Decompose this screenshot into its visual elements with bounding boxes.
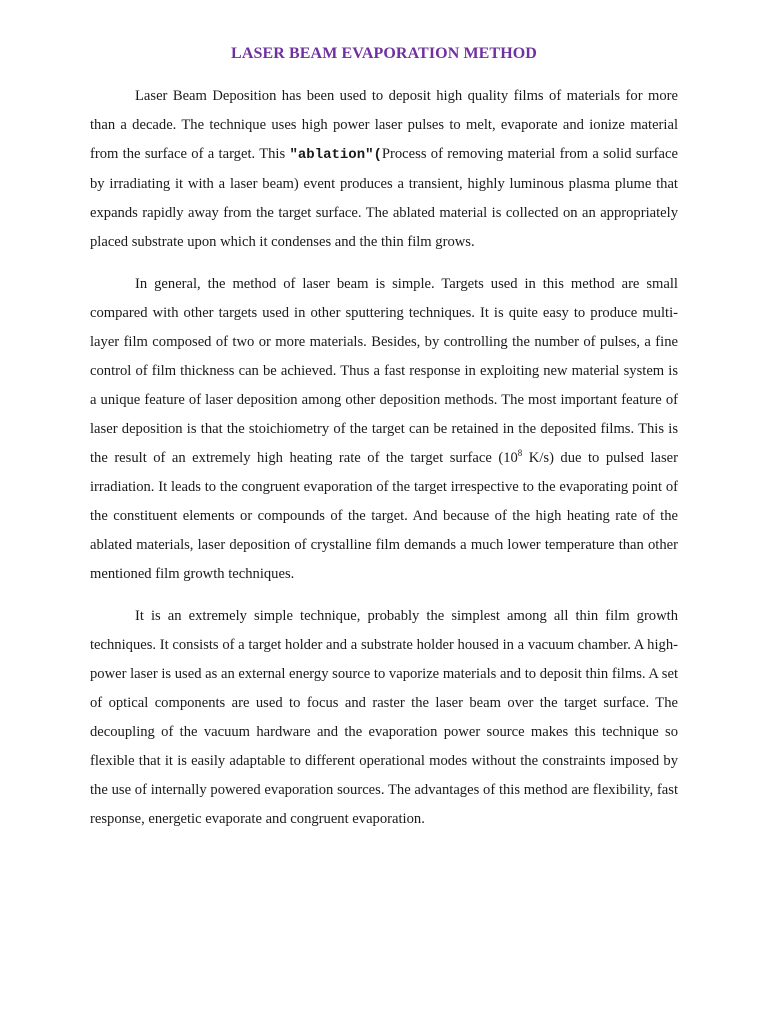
document-title: LASER BEAM EVAPORATION METHOD — [231, 45, 537, 62]
exponent-superscript: 8 — [517, 448, 523, 459]
paragraph-2-text-end: K/s) due to pulsed laser irradiation. It leads to the congruent evaporation of the target irrespective to the evaporating point of the constituent elements or compounds of the target. And because of the high heating rate of the ablated materials, laser deposition of crystalline film demands a much lower temperature than other mentioned film growth techniques. — [90, 449, 678, 582]
paragraph-2 — [90, 270, 678, 588]
paragraph-1 — [90, 82, 678, 256]
ablation-term: "ablation"( — [289, 146, 382, 163]
paragraph-1-text-end: Process of removing material from a solid surface by irradiating it with a laser beam) event produces a transient, highly luminous plasma plume that expands rapidly away from the target surface. The ablated material is collected on an appropriately placed substrate upon which it condenses and the thin film grows. — [90, 145, 678, 250]
paragraph-1-text-start: Laser Beam Deposition has been used to deposit high quality films of materials for more than a decade. The technique uses high power laser pulses to melt, evaporate and ionize material from the surface of a target. This — [90, 88, 678, 162]
paragraph-3: It is an extremely simple technique, probably the simplest among all thin film growth techniques. It consists of a target holder and a substrate holder housed in a vacuum chamber. A high-power laser is used as an external energy source to vaporize materials and to deposit thin films. A set of optical components are used to focus and raster the laser beam over the target surface. The decoupling of the vacuum hardware and the evaporation power source makes this technique so flexible that it is easily adaptable to different operational modes without the constraints imposed by the use of internally powered evaporation sources. The advantages of this method are flexibility, fast response, energetic evaporate and congruent evaporation. — [90, 608, 678, 827]
paragraph-2-text-start: In general, the method of laser beam is simple. Targets used in this method are small compared with other targets used in other sputtering techniques. It is quite easy to produce multi-layer film composed of two or more materials. Besides, by controlling the number of pulses, a fine control of film thickness can be achieved. Thus a fast response in exploiting new material system is a unique feature of laser deposition among other deposition methods. The most important feature of laser deposition is that the stoichiometry of the target can be retained in the deposited films. This is the result of an extremely high heating rate of the target surface (10 — [90, 276, 678, 466]
